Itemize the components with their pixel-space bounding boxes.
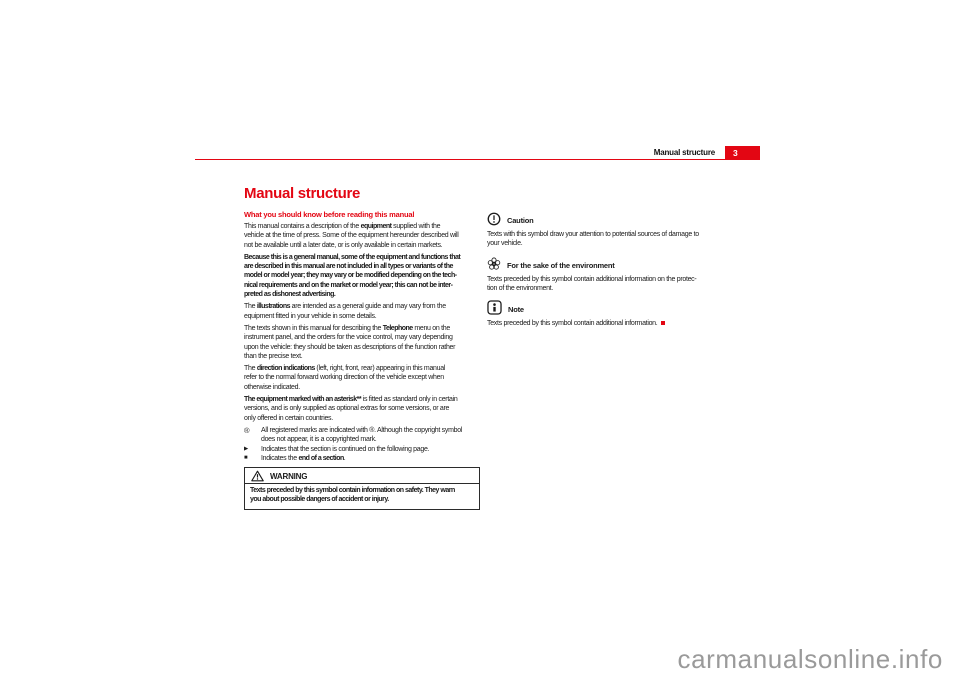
text-line: model or model year; they may vary or be modified depending on the tech- xyxy=(244,272,457,280)
text-line: This manual contains a description of the equipment supplied with the xyxy=(244,223,441,230)
note-block-note xyxy=(487,300,735,328)
text-line: instrument panel, and the orders for the voice control, may vary depending xyxy=(244,334,453,342)
text-line: Because this is a general manual, some of the equipment and functions that xyxy=(244,253,461,261)
paragraph xyxy=(244,253,481,299)
text-line: preted as dishonest advertising. xyxy=(244,291,336,299)
warning-body xyxy=(245,484,479,509)
note-icon xyxy=(487,300,502,315)
note-title: For the sake of the environment xyxy=(507,260,615,270)
text-line: All registered marks are indicated with ®. Although the copyright symbol xyxy=(261,426,463,434)
bullet-text xyxy=(261,445,429,454)
continuation-triangle-icon: ▶ xyxy=(244,445,249,452)
warning-triangle-icon xyxy=(251,470,264,482)
text-line: refer to the normal forward working direction of the vehicle except when xyxy=(244,374,444,382)
text-line: nical requirements and on the market or model year; this can not be inter- xyxy=(244,281,453,289)
text-line: does not appear, it is a copyrighted mark. xyxy=(261,436,377,444)
right-column-notes xyxy=(487,211,735,335)
note-header xyxy=(487,300,735,315)
text-line: your vehicle. xyxy=(487,240,523,248)
paragraph xyxy=(244,302,481,321)
page-number-badge: 3 xyxy=(725,146,760,160)
warning-box xyxy=(244,467,480,510)
legend-bullet-list xyxy=(244,426,481,463)
watermark-text: carmanualsonline.info xyxy=(677,644,943,674)
text-line: The equipment marked with an asterisk** is fitted as standard only in certain xyxy=(244,396,458,404)
text-line: The illustrations are intended as a general guide and may vary from the xyxy=(244,303,446,311)
legend-bullet-item xyxy=(244,445,481,454)
text-line: you about possible dangers of accident or injury. xyxy=(250,496,389,504)
text-line: The texts shown in this manual for describing the Telephone menu on the xyxy=(244,324,450,332)
environment-icon xyxy=(487,257,501,271)
text-line: equipment fitted in your vehicle in some details. xyxy=(244,312,377,320)
legend-bullet-item xyxy=(244,426,481,445)
text-line: Texts preceded by this symbol contain information on safety. They warn xyxy=(250,487,455,495)
bullet-text xyxy=(261,426,462,445)
text-line: The direction indications (left, right, front, rear) appearing in this manual xyxy=(244,365,446,373)
text-line: not be available until a later date, or is only available in certain markets. xyxy=(244,241,443,249)
note-block-caution xyxy=(487,211,735,249)
end-of-section-marker xyxy=(661,321,665,325)
text-line: Texts with this symbol draw your attention to potential sources of damage to xyxy=(487,231,699,238)
text-line: are described in this manual are not included in all types or variants of the xyxy=(244,263,453,271)
text-line: Indicates the end of a section. xyxy=(261,454,346,462)
text-line: tion of the environment. xyxy=(487,284,553,292)
warning-title: WARNING xyxy=(270,471,308,481)
note-header xyxy=(487,256,735,271)
text-line: otherwise indicated. xyxy=(244,383,300,391)
caution-icon xyxy=(487,212,501,226)
text-line: only offered in certain countries. xyxy=(244,414,333,422)
body-paragraphs xyxy=(244,222,481,423)
paragraph xyxy=(244,324,481,361)
text-line: vehicle at the time of press. Some of the equipment hereunder described will xyxy=(244,232,459,240)
paragraph xyxy=(244,395,481,423)
note-block-for-the-sake-of-the-environment xyxy=(487,256,735,294)
left-column xyxy=(244,186,481,510)
note-title: Note xyxy=(508,305,524,315)
end-of-section-icon: ■ xyxy=(244,454,248,461)
text-line: versions, and is only supplied as optional extras for some versions, or are xyxy=(244,405,450,413)
running-header-title: Manual structure xyxy=(653,148,715,157)
warning-box-header xyxy=(245,468,479,484)
paragraph xyxy=(244,364,481,392)
text-line: upon the vehicle: they should be taken as descriptions of the function rather xyxy=(244,343,456,351)
text-line: than the precise text. xyxy=(244,352,303,360)
text-line: Texts preceded by this symbol contain additional information on the protec- xyxy=(487,275,697,283)
bullet-text xyxy=(261,454,345,463)
note-title: Caution xyxy=(507,216,534,225)
header-rule xyxy=(195,159,725,160)
section-subtitle: What you should know before reading this manual xyxy=(244,210,415,219)
registered-mark-icon: ® xyxy=(244,425,250,435)
text-line: Texts preceded by this symbol contain additional information. xyxy=(487,319,735,328)
paragraph xyxy=(244,222,481,250)
note-header xyxy=(487,211,735,226)
page-title: Manual structure xyxy=(244,185,361,202)
text-line: Indicates that the section is continued on the following page. xyxy=(261,445,430,453)
legend-bullet-item xyxy=(244,454,481,463)
